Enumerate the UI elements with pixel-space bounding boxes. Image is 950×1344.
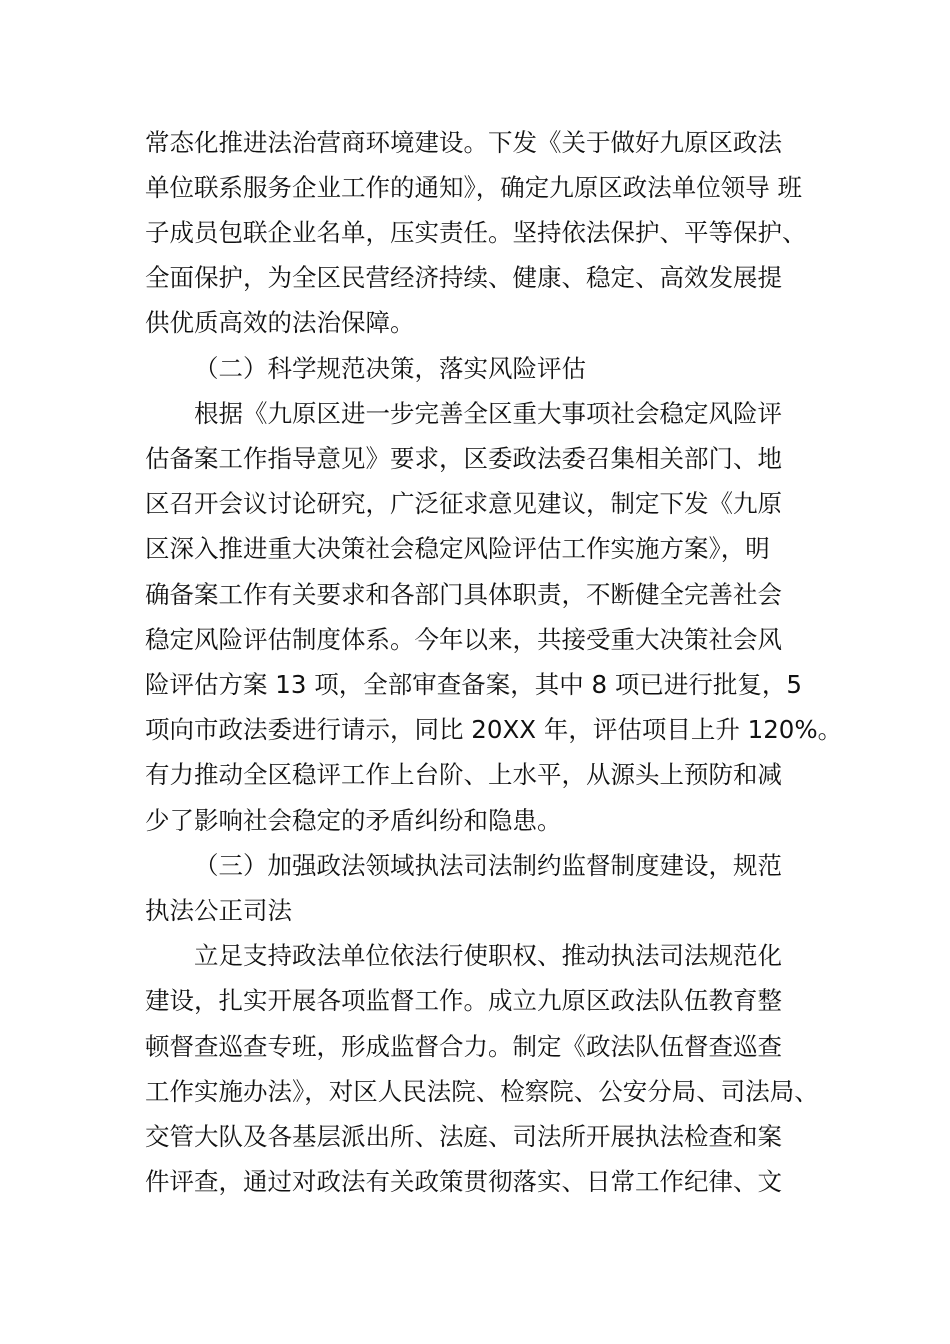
paragraph-line: 供优质高效的法治保障。: [145, 308, 415, 337]
paragraph-line: 件评查，通过对政法有关政策贯彻落实、日常工作纪律、文: [145, 1167, 782, 1196]
paragraph-line: 常态化推进法治营商环境建设。下发《关于做好九原区政法: [145, 128, 782, 157]
paragraph-line: 少了影响社会稳定的矛盾纠纷和隐患。: [145, 806, 562, 835]
paragraph-line: 全面保护，为全区民营经济持续、健康、稳定、高效发展提: [145, 263, 782, 292]
paragraph-line: 建设，扎实开展各项监督工作。成立九原区政法队伍教育整: [145, 986, 782, 1015]
paragraph-line: 顿督查巡查专班，形成监督合力。制定《政法队伍督查巡查: [145, 1032, 782, 1061]
paragraph-line: 根据《九原区进一步完善全区重大事项社会稳定风险评: [194, 399, 782, 428]
section-heading: （三）加强政法领域执法司法制约监督制度建设，规范: [194, 851, 782, 880]
paragraph-line: 区召开会议讨论研究，广泛征求意见建议，制定下发《九原: [145, 489, 782, 518]
paragraph-line: 险评估方案 13 项，全部审查备案，其中 8 项已进行批复，5: [145, 670, 802, 699]
section-heading-continued: 执法公正司法: [145, 896, 292, 925]
paragraph-line: 区深入推进重大决策社会稳定风险评估工作实施方案》，明: [145, 534, 770, 563]
paragraph-line: 估备案工作指导意见》要求，区委政法委召集相关部门、地: [145, 444, 782, 473]
paragraph-line: 工作实施办法》，对区人民法院、检察院、公安分局、司法局、: [145, 1077, 819, 1106]
paragraph-line: 单位联系服务企业工作的通知》，确定九原区政法单位领导 班: [145, 173, 803, 202]
paragraph-line: 有力推动全区稳评工作上台阶、上水平，从源头上预防和减: [145, 760, 782, 789]
paragraph-line: 稳定风险评估制度体系。今年以来，共接受重大决策社会风: [145, 625, 782, 654]
paragraph-line: 确备案工作有关要求和各部门具体职责，不断健全完善社会: [145, 580, 782, 609]
paragraph-line: 立足支持政法单位依法行使职权、推动执法司法规范化: [194, 941, 782, 970]
paragraph-line: 交管大队及各基层派出所、法庭、司法所开展执法检查和案: [145, 1122, 782, 1151]
paragraph-line: 子成员包联企业名单，压实责任。坚持依法保护、平等保护、: [145, 218, 807, 247]
section-heading: （二）科学规范决策，落实风险评估: [194, 354, 586, 383]
paragraph-line: 项向市政法委进行请示，同比 20XX 年，评估项目上升 120%。: [145, 715, 843, 744]
